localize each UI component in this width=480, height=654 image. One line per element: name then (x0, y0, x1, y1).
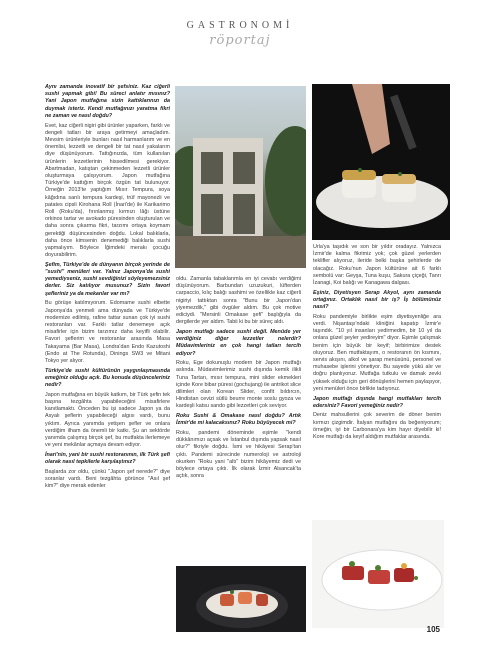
answer-text: Başlarda zor oldu, çünkü "Japon şef nerede?" diye soranlar vardı. Beni tezgâhta görünce "Asıl şef kim?" diye merak edenler (45, 468, 170, 490)
question-text: Eşiniz, Diyetisyen Serap Akyol, aynı zamanda ortağınız. Ortaklık nasıl bir iş? İş bölümünüz nasıl? (313, 289, 441, 311)
sushi-photo-bottom (176, 566, 306, 632)
question-text: Aynı zamanda inovatif bir şefsiniz. Kaz ciğerli sushi yapmak gibi! Bu süreci anlatır mısınız? Yani Japon mutfağına sizin kattıklarınızı da duymak isteriz. Kendi mutfağınızı yaratma fikri ne zaman ve nasıl doğdu? (45, 84, 170, 119)
answer-text: Evet, kaz ciğerli nigiri gibi ürünler yaparken, farklı ve dengeli tatları bir araya getirmeyi amaçladım. Mevsim ürünleriyle bunları nasıl harmanlarım ve en önemlisi, lezzetli ve dengeli bir tat nasıl yakalarım diye düşünüyorum. Tattığınızda, tüm kullanılan ürünlerin lezzetlerinin hissedilmesi gerekiyor. Abartmadan, katıştan çekinmeden lezzetli ürünler oluşturmaya çalışıyorum. Japon mutfağına Türkiye'de kattığım birçok özgün tat bulunuyor. Örneğin 2013'te yaptığım Mısır Tempura, soya kâğıdına sarılı tempura kardeşi, trüf mayonezli ve patates cipsli Kirohana Roll (İnari'de) ile Karikarimo Roll (Roku'da), fırınlanmış kırmızı lâğı üstüne orkinos tartar ve avokado püresinden oluşturulan ve daha sonra çıkarma fikri, tarzımı ortaya koymam gerektiği düşüncesinden doğdu. Lokal balıklarla, daha önce kimsenin denemediği balıklarla sushi yapmalıyım. Böylece İğimdeki merakı çocuğu doyurabilirim. (45, 122, 170, 259)
sushi-photo-top (312, 84, 450, 240)
section-title: GASTRONOMİ (186, 20, 294, 31)
answer-text: Bu görüşe katılmıyorum. Edomame sushi elbette Japonya'da yenmeli ama dünyada ve Türkiye'de modernize edilmiş, rafine tattar sunan çok iyi sushi restoranları var. Farklı tatlar denemeye açık misafirler için bizim tarzımız daha keyifli olabilir. Favori şeflerim ve restoranlar arasında Masa Takayama (Bar Masa), Londra'dan Endo Kazutoshi (Endo at The Rotunda), Dinings SW3 ve Mitani Tokyo yer alıyor. (45, 300, 170, 365)
answer-text: Japon mutfağına en büyük katkım, bir Türk şefin tek başına tezgâhta yapabileceğini misafirlere kanıtlamaktı. Önceden bu işi sadece Japon ya da Asyalı şeflerin yapabileceği algısı vardı, bunu yıktım. Ayrıca yanımda yetişen şefler ve onlara verdiğim ilham da önemli bir katkı. Şu an sektörde yanımda çalışmış birçok şef, bu mutfakta ilerlemeye ve yeni mekânlar açmaya devam ediyor. (45, 391, 170, 449)
question-text: Roku Sushi & Omakase nasıl doğdu? Artık İzmir'de mi kalacaksınız? Roku büyüyecek mi? (176, 413, 301, 427)
question-text: İnari'nin, yani bir sushi restoranının, ilk Türk şefi olarak nasıl tepkilerle karşılaştınız? (45, 451, 170, 466)
restaurant-photo (175, 86, 306, 268)
question-text: Türkiye'de sushi kültürünün yaygınlaşmasında emeğiniz olduğu açık. Bu konuda düşünceleriniz nedir? (45, 367, 170, 389)
answer-text: Roku, Ege dokunuşlu modern bir Japon mutfağı aslında. Müdavimlerimiz sushi dışında kemik ilikli Tuna Tartarı, mısır tempura, mini slider ekmekleri içinde Kore bibar püresi (gochujang) ile antrikot slice dilimleri olan Korean Slider, confit bıldırcın, Hindistan cevizi sütlü beurre monte soslu gyoza ve kardeşli katsu sando gibi lezzetleri çok seviyor. (176, 360, 301, 410)
question-text: Şefim, Türkiye'de de dünyanın birçok yerinde de "sushi" menüleri var. Yalnız Japonya'da sushi yemediyseniz, sushi sevdiğinizi söyleyemezsiniz derler. Siz katılıyor musunuz? Sizin favori şefleriniz ya da mekanlar var mı? (45, 261, 170, 297)
article-column-1 (45, 84, 170, 624)
question-text: Japon mutfağı sadece sushi değil. Menüde yer verdiğiniz diğer lezzetler nelerdir? Müdavimleriniz en çok hangi tatları tercih ediyor? (176, 328, 301, 357)
answer-text: Deniz mahsullerini çok severim de döner benim kırmızı çizgimdir. İtalyan mutfağını da beğeniyorum; örneğin, iyi bir Carbonara'ya kim hayır diyebilir ki! Kore mutfağı da keyif aldığım mutfaklar arasında. (313, 412, 441, 441)
answer-text: Roku pandemiyle birlikte eşim diyetisyenliğe ara verdi. Nişantaşı'ndaki kliniğini kapatıp İzmir'e taşındık. "10 yıl insanları yedirmedim, bir 10 yıl da onlara güzel şeyler yedireyim" diyor. Eşimle çalışmak benim için büyük bir keyif; birbirimize destek oluyoruz. Ben mutfaktayım, o restoranın ön kısmını, servis akışını, alkol ve şarap menüsünü, personel ve muhasebe işlerini yönetiyor. Bu sayede yükü alır ve doğru planlıyoruz. Mutfağa tutkulu ve damak zevki yüksek olduğu için geri dönüşlerini hemen paylaşıyor, yeni menüleri önce birlikte tadıyoruz. (313, 313, 441, 392)
page-number: 105 (426, 625, 440, 634)
answer-text: Roku, pandemi döneminde eşimle "kendi dükkânımızı açsak ve İstanbul dışında yapsak nasıl olur?" fikriyle doğdu. İsmi ve hikâyesi Serap'tan çıktı. Pandemi sürecinde numeroloji ve astroloji okurken "Roku yani "altı" bizim hikâyemiz dedi ve böylece ortaya çıktı. İlk olarak İzmir Alsancak'ta açtık, sonra (176, 430, 301, 480)
dish-photo-right (312, 520, 444, 628)
answer-text: Urla'ya taşıdık ve son bir yıldır oradayız. Yalnızca İzmir'de kalma fikrimiz yok; çok güzel yerlerden teklifler alıyoruz, ileride belki başka şehirlerde de olacağız. Roku'nun Japon kültürüne ait 6 farklı sembolü var: Geyşa, Tuna kuşu, Sakura çiçeği, Tanrı İzanagi, Koi balığı ve Kanagawa dalgası. (313, 244, 441, 287)
section-subtitle: röportaj (209, 33, 271, 48)
answer-text: oldu. Zamanla tabaklarımla en iyi cevabı verdiğimi düşünüyorum. Barbundan uzuzukuri, lüfterden carpaccio, kılıç balığı sashimi ve özellikle kaz ciğerli nigiriyi tattıktan sonra "Bunu bir Japon'dan yiyemezdik," gibi övgüler aldım. Bu çok motive ediciydi. "Mersinli Omakase şefi" başlığıyla da dergilerde yer aldım. Tabii ki bu bir süreç aldı. (176, 276, 301, 326)
page-header (0, 20, 480, 48)
question-text: Japon mutfağı dışında hangi mutfakları tercih edersiniz? Favori yemeğiniz nedir? (313, 395, 441, 409)
article-column-2 (176, 276, 301, 576)
